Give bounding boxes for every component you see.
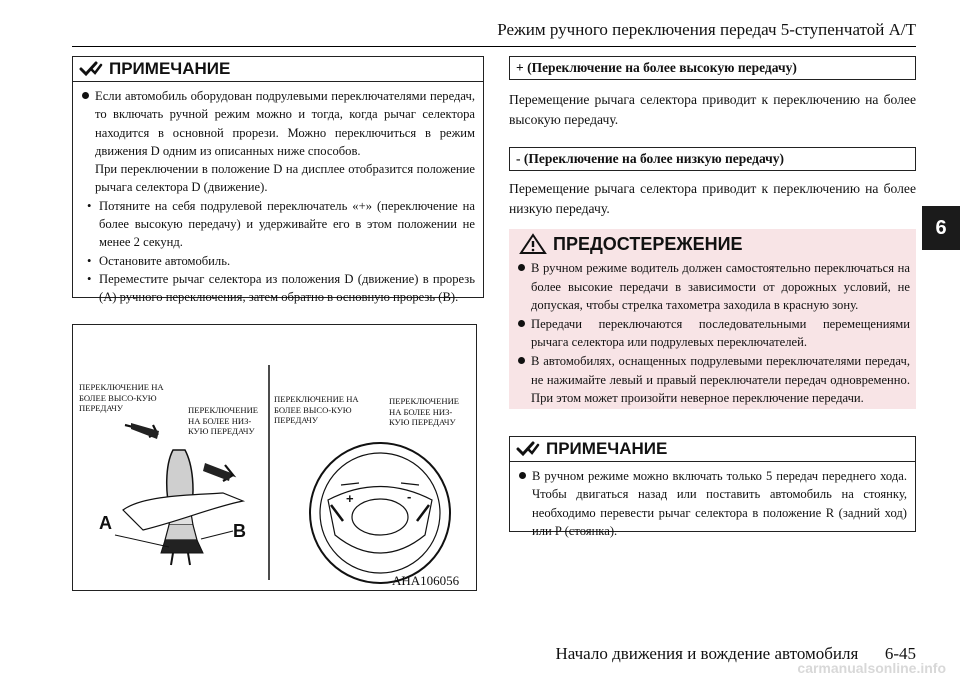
note-body: [73, 82, 483, 311]
header-divider: [72, 46, 916, 47]
note-body: [510, 462, 915, 544]
warning-title: [509, 229, 916, 259]
note-title-text: ПРИМЕЧАНИЕ: [109, 59, 231, 78]
note-bullet-text: Если автомобиль оборудован подрулевыми переключателями передач, то включать ручной режим можно и тогда, когда рычаг селектора находится в основной прорези. Можно переключиться в режим движения D одним из описанных ниже способов.: [95, 89, 475, 158]
note-continuation: При переключении в положение D на дисплее отобразится положение рычага селектора D (движение).: [95, 162, 475, 195]
lever-upshift-label: ПЕРЕКЛЮЧЕНИЕ НА БОЛЕЕ ВЫСО-КУЮ ПЕРЕДАЧУ: [79, 382, 164, 413]
page-number: 6-45: [884, 644, 916, 663]
note-box: [72, 56, 484, 305]
paddle-downshift-label: ПЕРЕКЛЮЧЕНИЕ НА БОЛЕЕ НИЗ-КУЮ ПЕРЕДАЧУ: [389, 396, 460, 427]
warning-box: [509, 229, 916, 409]
figure-code: AHA106056: [392, 573, 460, 588]
paddle-plus-mark: +: [346, 491, 354, 506]
note-subitem: • Остановите автомобиль.: [85, 252, 475, 270]
note-subitem: • Переместите рычаг селектора из положения D (движение) в прорезь (A) ручного переключения, затем обратно в основную прорезь (B).: [85, 270, 475, 307]
warning-item: Передачи переключаются последовательными перемещениями рычага селектора или подрулевых переключателей.: [517, 315, 910, 352]
page-header-title: Режим ручного переключения передач 5-ступенчатой А/Т: [497, 20, 916, 39]
warning-body: [509, 259, 916, 408]
note-bullet: [81, 87, 475, 197]
checkmark-icon: [516, 440, 540, 458]
note-box: [509, 436, 916, 538]
upshift-text: Перемещение рычага селектора приводит к переключению на более высокую передачу.: [509, 92, 916, 127]
warning-item: В автомобилях, оснащенных подрулевыми переключателями передач, не нажимайте левый и правый переключатели передач одновременно. При этом может произойти неверное переключение передачи.: [517, 352, 910, 408]
note-box-title: [73, 57, 483, 82]
footer-section: Начало движения и вождение автомобиля: [555, 644, 859, 663]
marker-b: B: [233, 521, 246, 541]
checkmark-icon: [79, 60, 103, 78]
figure-illustration: [72, 324, 477, 591]
upshift-heading: + (Переключение на более высокую передачу): [509, 56, 916, 80]
lever-downshift-label: ПЕРЕКЛЮЧЕНИЕ НА БОЛЕЕ НИЗ-КУЮ ПЕРЕДАЧУ: [188, 405, 259, 436]
note-subitem: • Потяните на себя подрулевой переключатель «+» (переключение на более высокую передачу) и удерживайте его в этом положении не менее 2 секунд.: [85, 197, 475, 252]
downshift-heading: - (Переключение на более низкую передачу): [509, 147, 916, 171]
paddle-upshift-label: ПЕРЕКЛЮЧЕНИЕ НА БОЛЕЕ ВЫСО-КУЮ ПЕРЕДАЧУ: [274, 394, 359, 425]
note-bullet: В ручном режиме можно включать только 5 передач переднего хода. Чтобы двигаться назад или поставить автомобиль на стоянку, необходимо перевести рычаг селектора в положение R (задний ход) или P (стоянка).: [518, 467, 907, 540]
note-title-text: ПРИМЕЧАНИЕ: [546, 439, 668, 458]
warning-title-text: ПРЕДОСТЕРЕЖЕНИЕ: [553, 233, 743, 254]
downshift-text: Перемещение рычага селектора приводит к переключению на более низкую передачу.: [509, 181, 916, 216]
marker-a: A: [99, 513, 112, 533]
paddle-minus-mark: -: [407, 489, 412, 504]
watermark: carmanualsonline.info: [797, 660, 946, 676]
warning-item: В ручном режиме водитель должен самостоятельно переключаться на более высокие передачи в зависимости от дорожных условий, не допуская, чтобы стрелка тахометра заходила в красную зону.: [517, 259, 910, 315]
gear-lever-illustration: [73, 325, 478, 592]
chapter-tab: 6: [922, 206, 960, 250]
note-box-title: [510, 437, 915, 462]
warning-triangle-icon: [519, 233, 547, 255]
